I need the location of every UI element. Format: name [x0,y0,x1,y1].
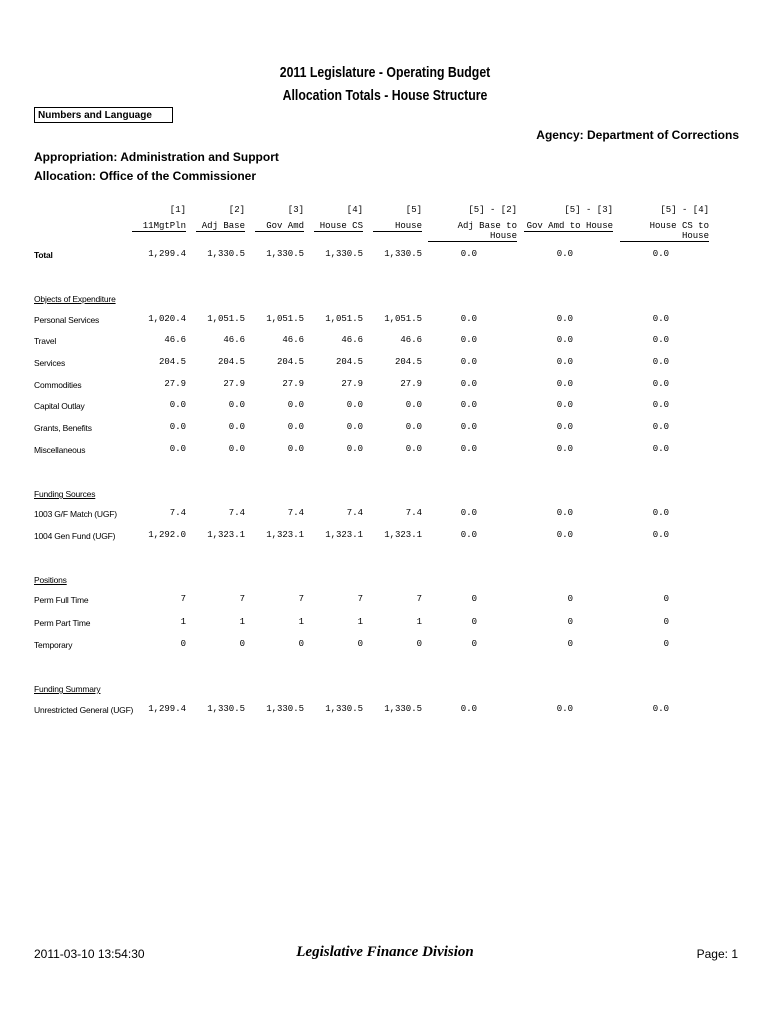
table-cell: 1 [239,617,245,627]
table-cell: 0.0 [652,335,669,345]
numbers-language-label: Numbers and Language [34,107,173,123]
table-cell: 7.4 [287,508,304,518]
table-cell: 1,323.1 [325,530,363,540]
column-number: [3] [287,205,304,215]
agency-label: Agency: Department of Corrections [536,128,739,142]
table-cell: 0.0 [405,444,422,454]
table-cell: 1,292.0 [148,530,186,540]
table-cell: 27.9 [341,379,363,389]
table-cell: 0.0 [460,314,477,324]
table-cell: 0.0 [287,422,304,432]
column-header: Gov Amd to House [524,221,613,232]
table-cell: 0.0 [460,379,477,389]
table-cell: 204.5 [335,357,363,367]
table-cell: 0 [471,594,477,604]
table-cell: 1,330.5 [384,704,422,714]
table-cell: 0.0 [556,400,573,410]
table-cell: 0.0 [652,249,669,259]
table-cell: 0.0 [556,249,573,259]
table-cell: 0 [567,639,573,649]
table-cell: 0.0 [460,444,477,454]
table-cell: 46.6 [400,335,422,345]
table-cell: 1,020.4 [148,314,186,324]
footer-timestamp: 2011-03-10 13:54:30 [34,947,145,961]
table-cell: 0 [663,617,669,627]
table-cell: 7.4 [346,508,363,518]
table-cell: 1,330.5 [207,249,245,259]
table-cell: 0.0 [228,400,245,410]
table-cell: 0.0 [652,357,669,367]
row-label: Unrestricted General (UGF) [34,705,134,715]
table-cell: 1,299.4 [148,704,186,714]
report-title: 2011 Legislature - Operating Budget [279,64,491,81]
table-cell: 0.0 [460,357,477,367]
table-cell: 1,330.5 [384,249,422,259]
table-cell: 0.0 [652,444,669,454]
table-cell: 7 [239,594,245,604]
table-cell: 0.0 [652,508,669,518]
column-header: House CS [314,221,363,232]
table-cell: 0.0 [460,422,477,432]
table-cell: 0.0 [652,530,669,540]
table-cell: 0 [180,639,186,649]
table-cell: 1 [416,617,422,627]
row-label: Total [34,250,53,260]
row-label: Capital Outlay [34,401,85,411]
column-number: [5] [405,205,422,215]
table-cell: 1,330.5 [207,704,245,714]
footer-division: Legislative Finance Division [296,944,474,960]
table-cell: 46.6 [164,335,186,345]
table-cell: 0.0 [169,444,186,454]
column-header: House [373,221,422,232]
table-cell: 204.5 [394,357,422,367]
row-label: Perm Part Time [34,618,91,628]
table-cell: 0.0 [556,335,573,345]
table-cell: 0.0 [346,444,363,454]
table-cell: 1,330.5 [325,249,363,259]
column-number: [5] - [4] [660,205,709,215]
column-header: House CS to House [620,221,709,242]
row-label: Personal Services [34,315,100,325]
column-header: Adj Base [196,221,245,232]
row-label: Grants, Benefits [34,423,92,433]
table-cell: 1,330.5 [266,704,304,714]
table-cell: 0.0 [652,704,669,714]
table-cell: 0.0 [460,400,477,410]
column-number: [2] [228,205,245,215]
row-label: Temporary [34,640,73,650]
table-cell: 0 [416,639,422,649]
table-cell: 1,323.1 [266,530,304,540]
table-cell: 0.0 [346,422,363,432]
table-cell: 0.0 [460,530,477,540]
row-label: 1003 G/F Match (UGF) [34,509,117,519]
table-cell: 0.0 [405,422,422,432]
table-cell: 0.0 [652,314,669,324]
table-cell: 0.0 [652,422,669,432]
row-label: Miscellaneous [34,445,86,455]
table-cell: 46.6 [341,335,363,345]
table-cell: 1,323.1 [207,530,245,540]
table-cell: 1,330.5 [266,249,304,259]
column-header: 11MgtPln [132,221,186,232]
table-cell: 0 [471,617,477,627]
section-heading: Funding Summary [34,684,101,694]
table-cell: 0.0 [556,444,573,454]
table-cell: 7.4 [169,508,186,518]
column-number: [5] - [2] [468,205,517,215]
report-subtitle: Allocation Totals - House Structure [282,87,488,104]
table-cell: 0.0 [169,422,186,432]
table-cell: 27.9 [282,379,304,389]
table-cell: 0.0 [556,530,573,540]
table-cell: 7.4 [405,508,422,518]
column-number: [1] [169,205,186,215]
table-cell: 7 [180,594,186,604]
allocation-label: Allocation: Office of the Commissioner [34,169,257,183]
table-cell: 0.0 [460,335,477,345]
table-cell: 0.0 [556,704,573,714]
table-cell: 204.5 [158,357,186,367]
table-cell: 0 [298,639,304,649]
table-cell: 204.5 [217,357,245,367]
table-cell: 0 [567,594,573,604]
table-cell: 0.0 [652,379,669,389]
table-cell: 0.0 [228,444,245,454]
table-cell: 0.0 [460,249,477,259]
table-cell: 0 [567,617,573,627]
row-label: Travel [34,336,57,346]
row-label: Services [34,358,65,368]
table-cell: 46.6 [282,335,304,345]
column-header: Adj Base to House [428,221,517,242]
table-cell: 27.9 [164,379,186,389]
appropriation-label: Appropriation: Administration and Support [34,150,279,164]
table-cell: 0.0 [460,508,477,518]
table-cell: 0.0 [405,400,422,410]
column-header: Gov Amd [255,221,304,232]
table-cell: 0.0 [228,422,245,432]
table-cell: 0.0 [346,400,363,410]
table-cell: 1,051.5 [207,314,245,324]
table-cell: 1 [298,617,304,627]
section-heading: Funding Sources [34,489,96,499]
table-cell: 0.0 [556,314,573,324]
table-cell: 0.0 [556,357,573,367]
table-cell: 1,051.5 [384,314,422,324]
section-heading: Objects of Expenditure [34,294,116,304]
table-cell: 7.4 [228,508,245,518]
table-cell: 1,330.5 [325,704,363,714]
table-cell: 0.0 [460,704,477,714]
section-heading: Positions [34,575,67,585]
table-cell: 0.0 [169,400,186,410]
table-cell: 0 [663,639,669,649]
table-cell: 27.9 [400,379,422,389]
column-number: [5] - [3] [564,205,613,215]
row-label: Perm Full Time [34,595,89,605]
table-cell: 1,299.4 [148,249,186,259]
table-cell: 7 [416,594,422,604]
table-cell: 7 [298,594,304,604]
table-cell: 0.0 [556,422,573,432]
footer-page-number: Page: 1 [696,947,738,961]
table-cell: 0.0 [556,508,573,518]
table-cell: 1,323.1 [384,530,422,540]
table-cell: 1,051.5 [266,314,304,324]
table-cell: 0 [357,639,363,649]
table-cell: 1 [180,617,186,627]
table-cell: 0.0 [287,444,304,454]
table-cell: 1,051.5 [325,314,363,324]
table-cell: 0.0 [556,379,573,389]
table-cell: 0.0 [287,400,304,410]
table-cell: 1 [357,617,363,627]
table-cell: 0 [663,594,669,604]
table-cell: 27.9 [223,379,245,389]
table-cell: 0 [471,639,477,649]
column-number: [4] [346,205,363,215]
table-cell: 204.5 [276,357,304,367]
table-cell: 0.0 [652,400,669,410]
row-label: 1004 Gen Fund (UGF) [34,531,116,541]
table-cell: 0 [239,639,245,649]
table-cell: 7 [357,594,363,604]
row-label: Commodities [34,380,82,390]
table-cell: 46.6 [223,335,245,345]
